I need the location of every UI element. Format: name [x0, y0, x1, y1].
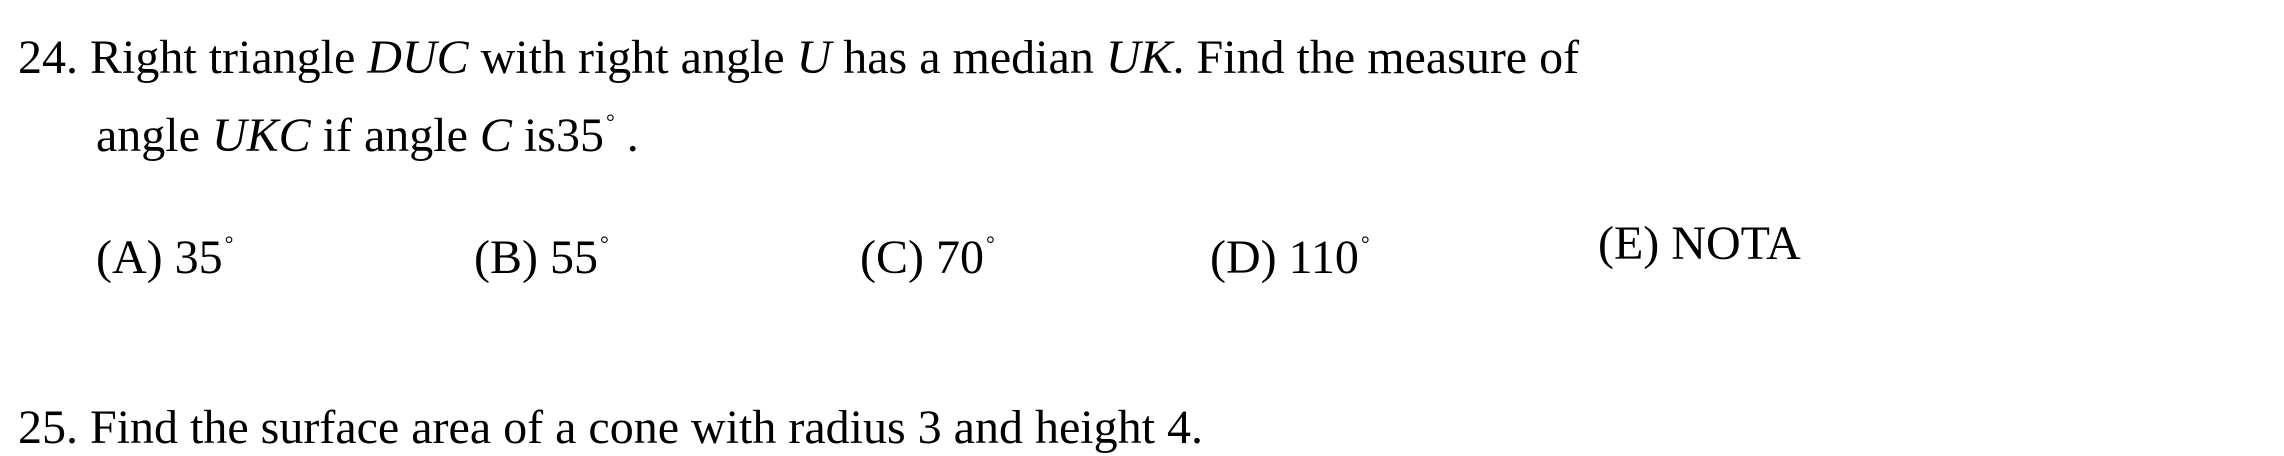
choice-c: (C) 70° — [860, 231, 995, 284]
degree-symbol: ° — [605, 109, 615, 134]
choice-a: (A) 35° — [96, 231, 234, 284]
choice-e: (E) NOTA — [1598, 217, 1801, 270]
question-24-line-1: 24. Right triangle DUC with right angle U has a median UK. Find the measure of — [18, 31, 1580, 84]
variable-duc: DUC — [367, 31, 469, 84]
variable-uk: UK — [1105, 31, 1173, 84]
variable-c: C — [479, 109, 512, 162]
variable-ukc: UKC — [211, 109, 311, 162]
question-24-line-2: angle UKC if angle C is35° . — [96, 109, 639, 162]
choice-b: (B) 55° — [474, 231, 609, 284]
angle-value: 35 — [555, 109, 604, 162]
question-number: 24. — [18, 31, 78, 84]
question-25-partial: 25. Find the surface area of a cone with radius 3 and height 4. — [18, 401, 1203, 454]
choice-d: (D) 110° — [1210, 231, 1370, 284]
variable-u: U — [796, 31, 832, 84]
